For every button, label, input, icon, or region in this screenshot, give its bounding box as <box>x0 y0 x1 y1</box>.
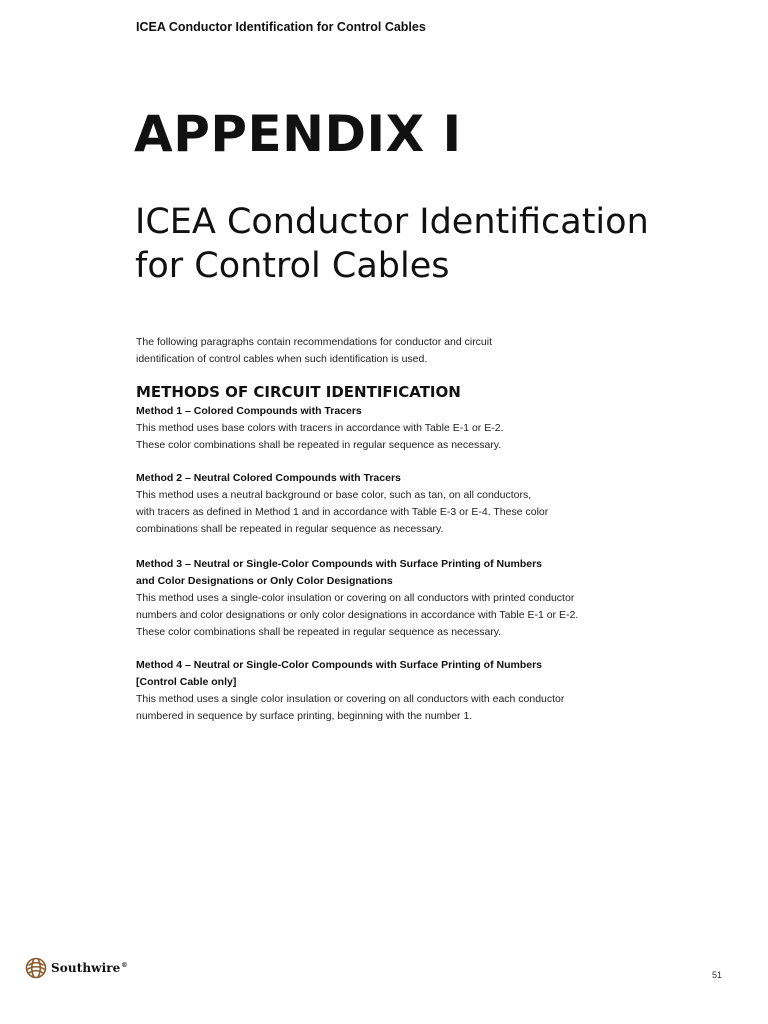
document-title <box>135 200 735 288</box>
intro-paragraph <box>136 334 696 368</box>
logo-text: Southwire <box>51 961 121 975</box>
method-title: Method 2 – Neutral Colored Compounds with Tracers <box>136 472 401 484</box>
logo-wordmark <box>51 961 128 975</box>
page-number: 51 <box>712 970 723 980</box>
document-title-line-1: ICEA Conductor Identification <box>135 202 649 242</box>
method-2 <box>136 470 696 538</box>
method-body-line: combinations shall be repeated in regular sequence as necessary. <box>136 523 444 535</box>
method-body-line: numbers and color designations or only color designations in accordance with Table E-1 or E-2. <box>136 609 579 621</box>
method-body-line: This method uses base colors with tracers in accordance with Table E-1 or E-2. <box>136 422 504 434</box>
method-3 <box>136 556 696 641</box>
intro-line-1: The following paragraphs contain recommendations for conductor and circuit <box>136 336 493 348</box>
section-heading: METHODS OF CIRCUIT IDENTIFICATION <box>136 383 461 401</box>
method-title: Method 4 – Neutral or Single-Color Compounds with Surface Printing of Numbers <box>136 659 543 671</box>
method-body-line: This method uses a neutral background or base color, such as tan, on all conductors, <box>136 489 532 501</box>
method-body-line: numbered in sequence by surface printing, beginning with the number 1. <box>136 710 473 722</box>
method-title: Method 1 – Colored Compounds with Tracers <box>136 405 362 417</box>
appendix-title: APPENDIX I <box>134 105 462 163</box>
method-1 <box>136 403 696 454</box>
method-4 <box>136 657 696 725</box>
southwire-logo-icon <box>24 956 48 980</box>
method-title: [Control Cable only] <box>136 676 237 688</box>
intro-line-2: identification of control cables when such identification is used. <box>136 353 428 365</box>
method-body-line: This method uses a single color insulation or covering on all conductors with each conductor <box>136 693 565 705</box>
southwire-logo <box>24 955 128 981</box>
method-title: and Color Designations or Only Color Designations <box>136 575 393 587</box>
method-body-line: This method uses a single-color insulation or covering on all conductors with printed conductor <box>136 592 575 604</box>
method-body-line: These color combinations shall be repeated in regular sequence as necessary. <box>136 439 502 451</box>
registered-mark: ® <box>121 962 128 969</box>
document-title-line-2: for Control Cables <box>135 246 450 286</box>
method-body-line: These color combinations shall be repeated in regular sequence as necessary. <box>136 626 502 638</box>
method-title: Method 3 – Neutral or Single-Color Compounds with Surface Printing of Numbers <box>136 558 543 570</box>
running-header: ICEA Conductor Identification for Control Cables <box>136 20 426 34</box>
method-body-line: with tracers as defined in Method 1 and in accordance with Table E-3 or E-4. These color <box>136 506 549 518</box>
